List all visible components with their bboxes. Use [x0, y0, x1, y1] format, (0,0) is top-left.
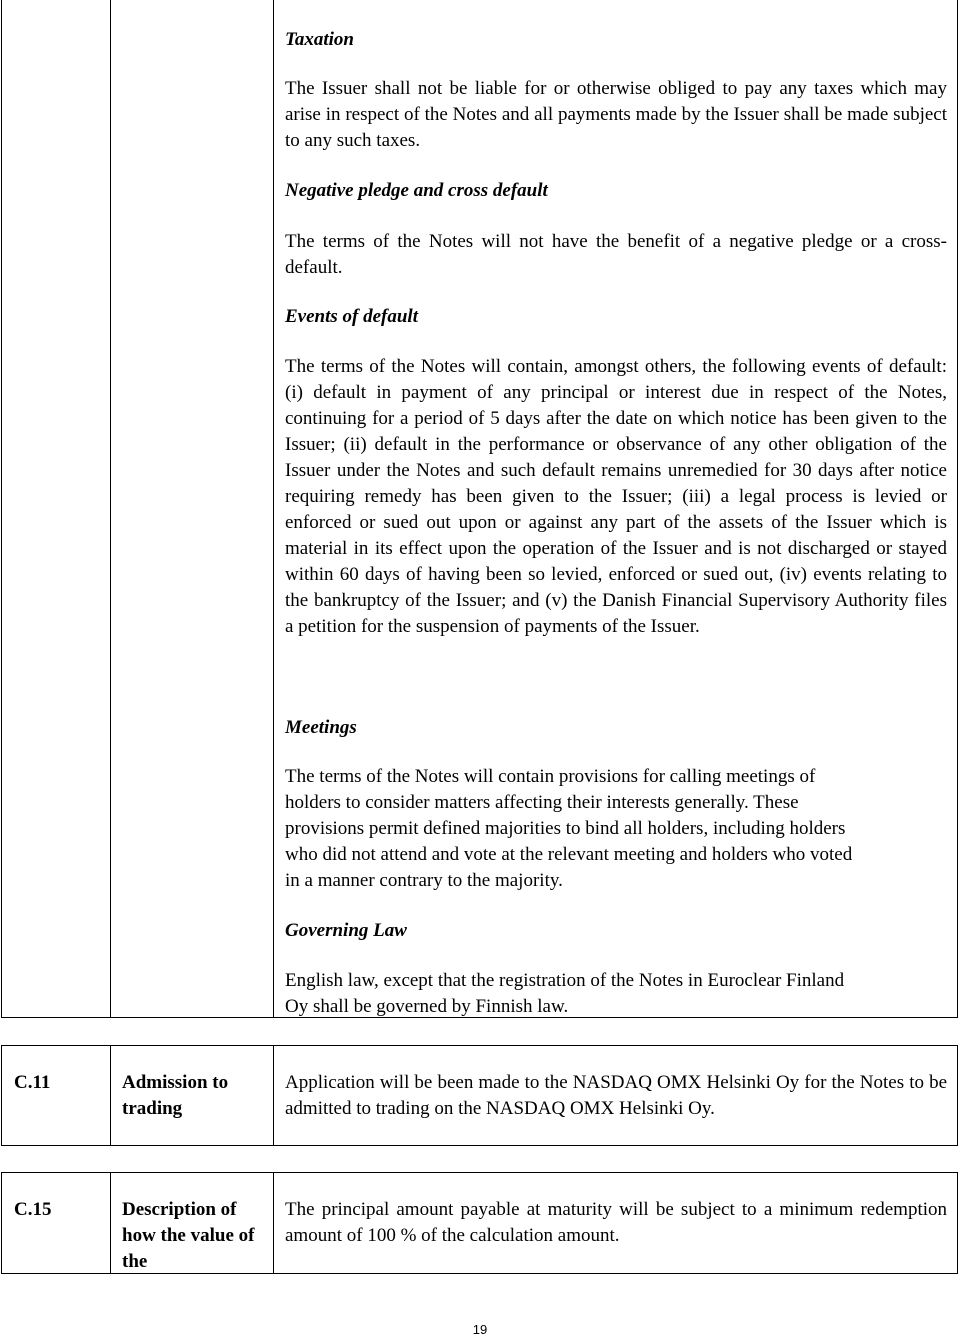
row-code: C.11 — [14, 1072, 51, 1093]
table-border-left — [1, 0, 2, 1018]
taxation-heading: Taxation — [285, 29, 354, 50]
meetings-line: provisions permit defined majorities to bind all holders, including holders — [285, 818, 846, 839]
meetings-line: in a manner contrary to the majority. — [285, 870, 563, 891]
events-of-default-heading: Events of default — [285, 306, 418, 327]
governing-law-line: Oy shall be governed by Finnish law. — [285, 996, 569, 1017]
events-of-default-body: The terms of the Notes will contain, amongst others, the following events of default: (i) default in payment of any principal or interest due in respect of the Notes, continuing for a period of 5 days after the date on which notice has been given to the Issuer; (ii) default in the performance or observance of any other obligation of the Issuer under the Notes and such default remains unremedied for 30 days after notice requiring remedy has been given to the Issuer; (iii) a legal process is levied or enforced or sued out upon or against any part of the assets of the Issuer which is material in its effect upon the operation of the Issuer and is not discharged or stayed within 60 days of having been so levied, enforced or sued out, (iv) events relating to the bankruptcy of the Issuer; and (v) the Danish Financial Supervisory Authority files a petition for the suspension of payments of the Issuer. — [285, 356, 947, 637]
governing-law-body — [285, 968, 947, 1020]
meetings-line: The terms of the Notes will contain provisions for calling meetings of — [285, 766, 816, 787]
governing-law-heading: Governing Law — [285, 920, 407, 941]
row-title: Description of how the value of the — [122, 1199, 255, 1272]
meetings-line: holders to consider matters affecting their interests generally. These — [285, 792, 799, 813]
negative-pledge-body: The terms of the Notes will not have the benefit of a negative pledge or a cross-default. — [285, 231, 947, 278]
negative-pledge-heading: Negative pledge and cross default — [285, 180, 548, 201]
row-text: Application will be been made to the NASDAQ OMX Helsinki Oy for the Notes to be admitted to trading on the NASDAQ OMX Helsinki Oy. — [285, 1072, 947, 1119]
meetings-heading: Meetings — [285, 717, 357, 738]
page-number: 19 — [472, 1322, 488, 1337]
taxation-section — [285, 27, 947, 53]
table-border-right — [957, 0, 958, 1018]
meetings-body — [285, 764, 947, 894]
table-divider-1 — [110, 0, 111, 1018]
row-title: Admission to trading — [122, 1072, 229, 1119]
table-divider-2 — [273, 0, 274, 1018]
row-code: C.15 — [14, 1199, 52, 1220]
row-text: The principal amount payable at maturity will be subject to a minimum redemption amount of 100 % of the calculation amount. — [285, 1199, 947, 1246]
governing-law-line: English law, except that the registration of the Notes in Euroclear Finland — [285, 970, 845, 991]
meetings-line: who did not attend and vote at the relevant meeting and holders who voted — [285, 844, 853, 865]
taxation-body: The Issuer shall not be liable for or otherwise obliged to pay any taxes which may arise in respect of the Notes and all payments made by the Issuer shall be made subject to any such taxes. — [285, 78, 947, 151]
